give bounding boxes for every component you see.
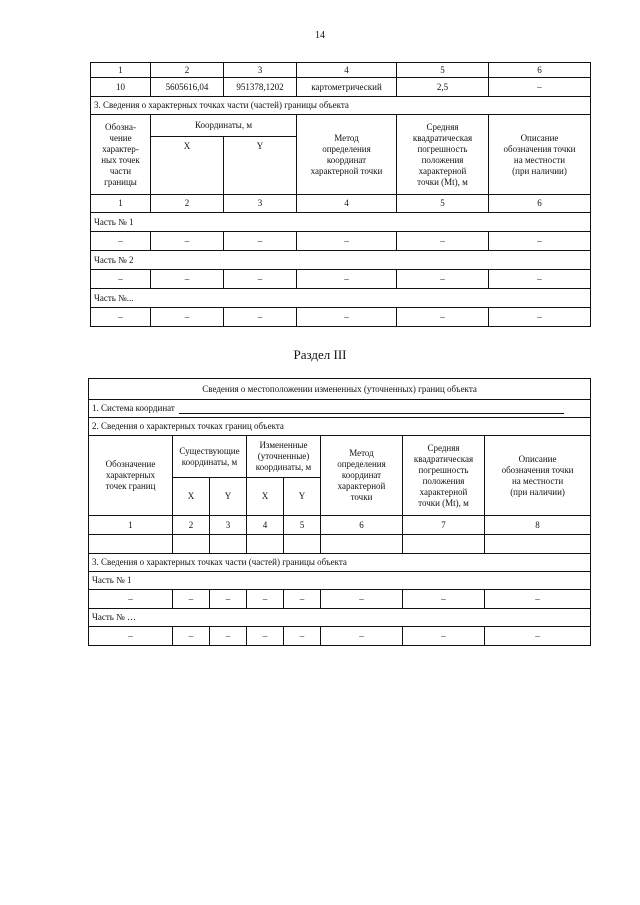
section-title: Раздел III <box>293 347 347 362</box>
header-method: Метод определения координат характерной точки <box>321 436 403 516</box>
header-coordinates: Координаты, м <box>151 115 297 137</box>
column-number: 1 <box>89 516 173 535</box>
table-cell <box>89 535 173 554</box>
column-number: 4 <box>297 63 397 78</box>
table-cell <box>173 535 210 554</box>
table-cell: – <box>297 270 397 289</box>
header-y: Y <box>224 137 297 195</box>
header-existing-coordinates: Существующие координаты, м <box>173 436 247 478</box>
column-number: 6 <box>489 195 591 213</box>
header-x: X <box>173 478 210 516</box>
column-number: 3 <box>210 516 247 535</box>
column-number: 4 <box>247 516 284 535</box>
table-cell: – <box>224 308 297 327</box>
table-cell <box>284 535 321 554</box>
column-number: 4 <box>297 195 397 213</box>
page-number: 14 <box>315 30 325 41</box>
table-cell: – <box>297 308 397 327</box>
points-table-continued <box>90 62 591 327</box>
table-cell <box>485 535 591 554</box>
table-cell: 5605616,04 <box>151 78 224 97</box>
column-number: 1 <box>91 63 151 78</box>
table-cell: – <box>91 270 151 289</box>
column-number: 2 <box>173 516 210 535</box>
column-number: 7 <box>403 516 485 535</box>
table-cell: – <box>489 232 591 251</box>
header-error: Средняя квадратическая погрешность положения характерной точки (Mt), м <box>397 115 489 195</box>
header-description: Описание обозначения точки на местности (при наличии) <box>489 115 591 195</box>
coordinate-system-label: 1. Система координат <box>92 403 175 413</box>
table-cell: – <box>151 308 224 327</box>
column-number: 5 <box>397 63 489 78</box>
table-cell: – <box>224 270 297 289</box>
table-cell: – <box>321 627 403 646</box>
table-cell: – <box>284 590 321 609</box>
table-cell <box>210 535 247 554</box>
table-cell: – <box>485 627 591 646</box>
table-cell: – <box>489 270 591 289</box>
column-number: 8 <box>485 516 591 535</box>
table-cell: 2,5 <box>397 78 489 97</box>
table-row <box>91 232 591 251</box>
column-number: 2 <box>151 63 224 78</box>
table-cell <box>321 535 403 554</box>
table-cell: – <box>489 78 591 97</box>
table-cell: – <box>173 590 210 609</box>
table-cell: – <box>247 590 284 609</box>
header-method: Метод определения координат характерной точки <box>297 115 397 195</box>
table-cell: – <box>91 232 151 251</box>
table-cell <box>247 535 284 554</box>
table-cell: – <box>151 270 224 289</box>
header-description: Описание обозначения точки на местности (при наличии) <box>485 436 591 516</box>
blank-line <box>179 404 564 414</box>
section-heading: 2. Сведения о характерных точках границ объекта <box>89 418 591 436</box>
column-number: 3 <box>224 63 297 78</box>
table-cell: – <box>89 627 173 646</box>
table-row <box>91 78 591 97</box>
column-number: 5 <box>397 195 489 213</box>
header-y: Y <box>210 478 247 516</box>
table-cell: – <box>321 590 403 609</box>
table-cell: – <box>397 232 489 251</box>
header-x: X <box>151 137 224 195</box>
column-number: 1 <box>91 195 151 213</box>
header-y: Y <box>284 478 321 516</box>
coordinate-system-row <box>89 400 591 418</box>
table-cell: – <box>210 590 247 609</box>
header-changed-coordinates: Измененные (уточненные) координаты, м <box>247 436 321 478</box>
table-row <box>89 535 591 554</box>
table-row <box>91 63 591 78</box>
table-cell: – <box>247 627 284 646</box>
table-cell: – <box>284 627 321 646</box>
part-label: Часть №... <box>91 289 591 308</box>
header-point-designation: Обозна- чение характер- ных точек части границы <box>91 115 151 195</box>
column-number: 3 <box>224 195 297 213</box>
part-label: Часть № 1 <box>91 213 591 232</box>
column-number: 6 <box>489 63 591 78</box>
table-cell: – <box>403 627 485 646</box>
table-title: Сведения о местоположении измененных (уточненных) границ объекта <box>89 379 591 400</box>
table-cell: – <box>91 308 151 327</box>
table-row <box>91 195 591 213</box>
header-error: Средняя квадратическая погрешность положения характерной точки (Mt), м <box>403 436 485 516</box>
section-heading: 3. Сведения о характерных точках части (частей) границы объекта <box>89 554 591 572</box>
header-x: X <box>247 478 284 516</box>
table-cell: – <box>210 627 247 646</box>
header-point-designation: Обозначение характерных точек границ <box>89 436 173 516</box>
table-row <box>89 590 591 609</box>
part-label: Часть № 2 <box>91 251 591 270</box>
table-cell: – <box>403 590 485 609</box>
table-cell: – <box>89 590 173 609</box>
table-cell: – <box>397 308 489 327</box>
table-cell: – <box>173 627 210 646</box>
table-cell: картометрический <box>297 78 397 97</box>
table-cell: 10 <box>91 78 151 97</box>
table-row <box>91 308 591 327</box>
table-row <box>89 627 591 646</box>
column-number: 2 <box>151 195 224 213</box>
part-label: Часть № 1 <box>89 572 591 590</box>
table-cell <box>403 535 485 554</box>
table-row <box>89 516 591 535</box>
table-cell: – <box>397 270 489 289</box>
table-cell: – <box>224 232 297 251</box>
table-row <box>91 270 591 289</box>
part-label: Часть № … <box>89 609 591 627</box>
changed-boundaries-table <box>88 378 591 646</box>
table-cell: – <box>485 590 591 609</box>
table-cell: – <box>151 232 224 251</box>
table-cell: – <box>297 232 397 251</box>
column-number: 5 <box>284 516 321 535</box>
column-number: 6 <box>321 516 403 535</box>
section-heading: 3. Сведения о характерных точках части (частей) границы объекта <box>91 97 591 115</box>
table-cell: – <box>489 308 591 327</box>
table-cell: 951378,1202 <box>224 78 297 97</box>
